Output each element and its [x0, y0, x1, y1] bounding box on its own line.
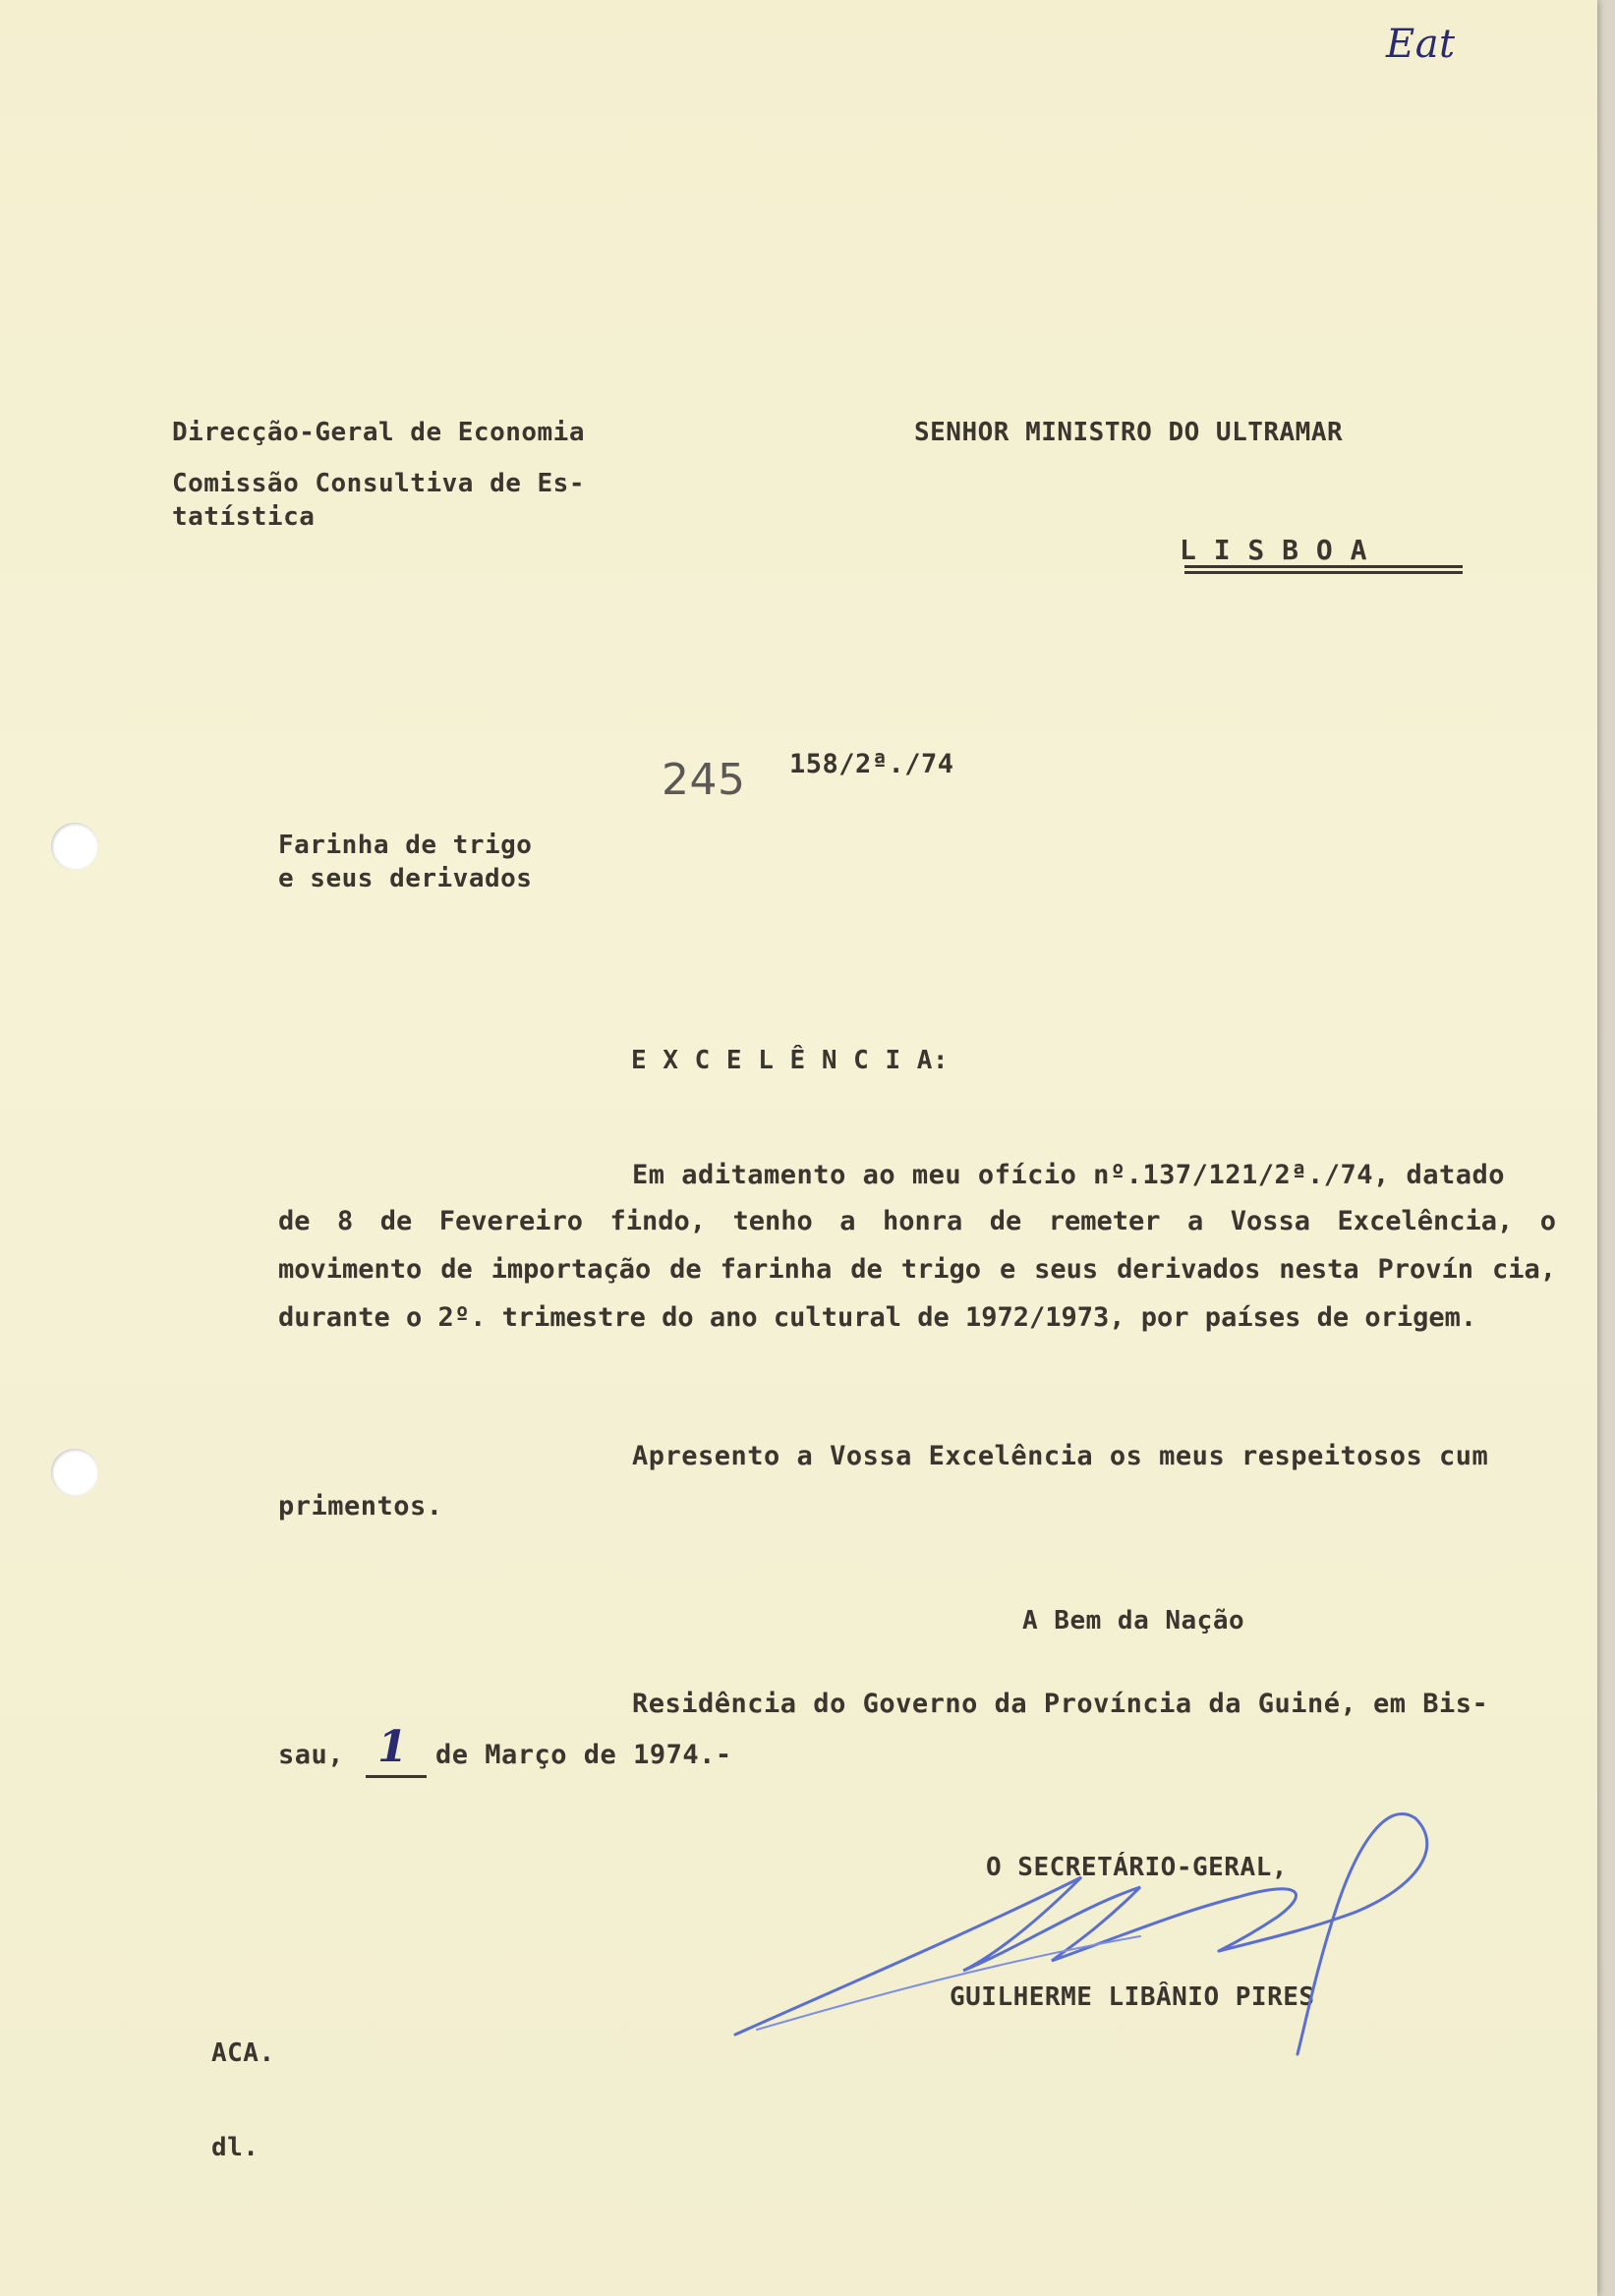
- salutation: E X C E L Ê N C I A:: [631, 1046, 950, 1075]
- handwritten-signature: [727, 1789, 1514, 2064]
- handwritten-annotation: Eat: [1386, 22, 1456, 67]
- subject-line-2: e seus derivados: [278, 864, 533, 893]
- sender-line-2b: tatística: [172, 502, 316, 532]
- recipient-city: L I S B O A: [1180, 534, 1367, 566]
- stamp-number: 245: [662, 755, 746, 805]
- initials-line-2: dl.: [211, 2133, 260, 2162]
- sender-line-1: Direcção-Geral de Economia: [172, 418, 585, 447]
- initials-line-1: ACA.: [211, 2038, 275, 2068]
- signature-title: O SECRETÁRIO-GERAL,: [986, 1853, 1288, 1882]
- place-date-prefix: sau,: [278, 1740, 345, 1770]
- body-paragraph-1: de 8 de Fevereiro findo, tenho a honra de remeter a Vossa Excelência, o movimento de importação de farinha de trigo e seus derivados nesta Provín cia, durante o 2º. trimestre do ano cultural de 1972/1973, por países de origem.: [278, 1206, 1556, 1333]
- day-underline: [366, 1775, 427, 1778]
- punch-hole-bottom: [51, 1449, 98, 1496]
- place-date-suffix: de Março de 1974.-: [435, 1740, 732, 1770]
- signatory-name: GUILHERME LIBÂNIO PIRES: [950, 1982, 1315, 2012]
- body-paragraph-2-second-line: primentos.: [278, 1491, 443, 1521]
- place-date-line-1: Residência do Governo da Província da Guiné, em Bis-: [632, 1689, 1489, 1719]
- recipient-city-underline: [1184, 565, 1463, 574]
- sender-line-2a: Comissão Consultiva de Es-: [172, 469, 585, 498]
- body-paragraph-1-first-line: Em aditamento ao meu ofício nº.137/121/2ª./74, datado: [632, 1160, 1506, 1190]
- body-paragraph-2-first-line: Apresento a Vossa Excelência os meus respeitosos cum: [632, 1441, 1489, 1471]
- punch-hole-top: [51, 823, 98, 870]
- handwritten-day: 1: [377, 1722, 409, 1772]
- recipient-title: SENHOR MINISTRO DO ULTRAMAR: [914, 418, 1344, 447]
- reference-number: 158/2ª./74: [789, 749, 954, 779]
- closing: A Bem da Nação: [1022, 1606, 1245, 1636]
- subject-line-1: Farinha de trigo: [278, 831, 533, 860]
